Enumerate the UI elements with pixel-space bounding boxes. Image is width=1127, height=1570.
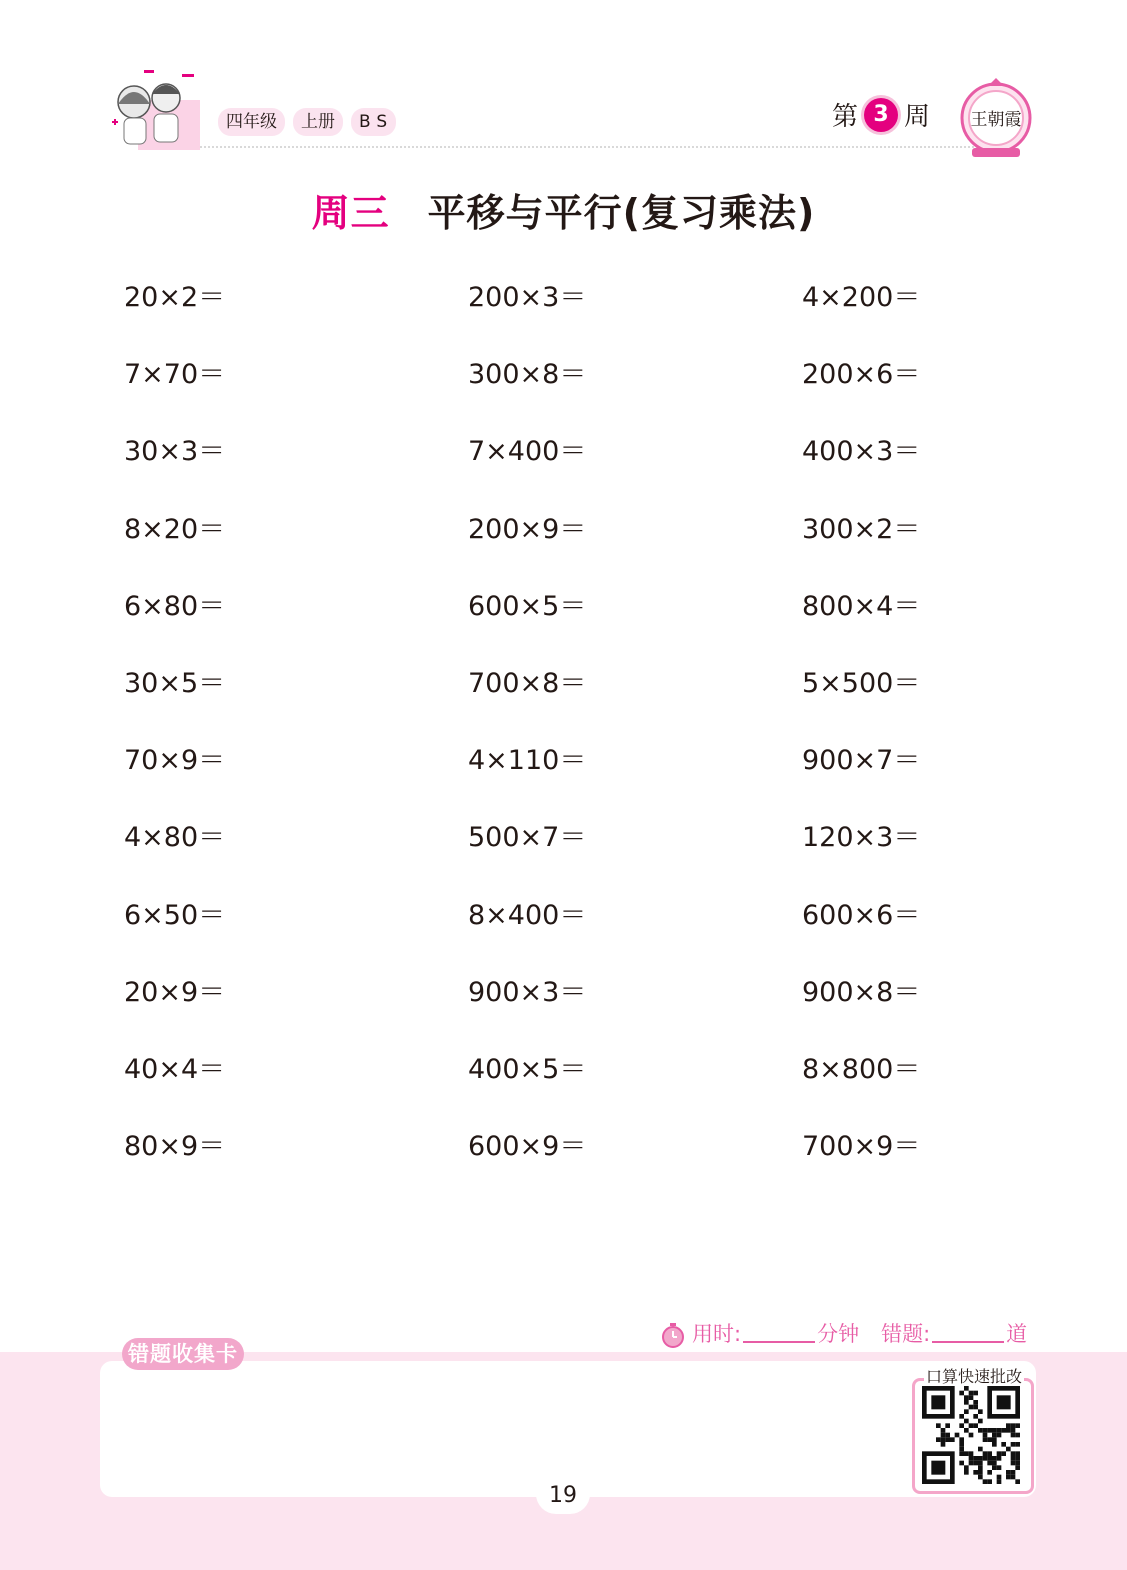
problem-item: 8×400＝	[468, 899, 587, 931]
week-indicator	[832, 96, 930, 133]
problem-item: 900×8＝	[802, 976, 921, 1008]
problem-item: 20×9＝	[124, 976, 226, 1008]
problem-item: 4×110＝	[468, 745, 587, 777]
brand-logo-icon	[958, 78, 1034, 160]
errors-unit: 道	[1006, 1322, 1028, 1346]
problem-item: 600×6＝	[802, 899, 921, 931]
problem-item: 70×9＝	[124, 745, 226, 777]
errors-blank[interactable]	[932, 1340, 1004, 1343]
problem-item: 40×4＝	[124, 1054, 226, 1085]
problem-item: 120×3＝	[802, 822, 921, 854]
time-blank[interactable]	[743, 1340, 815, 1343]
qr-label: 口算快速批改	[924, 1364, 1024, 1387]
problem-item: 200×3＝	[468, 282, 587, 313]
problem-item: 500×7＝	[468, 822, 587, 854]
stopwatch-icon	[660, 1322, 686, 1348]
problem-item: 8×20＝	[124, 513, 226, 545]
problem-item: 400×3＝	[802, 436, 921, 468]
problem-item: 6×50＝	[124, 899, 226, 931]
problem-item: 200×6＝	[802, 359, 921, 391]
errors-label: 错题:	[881, 1322, 931, 1346]
problem-item: 900×7＝	[802, 745, 921, 777]
time-label: 用时:	[692, 1322, 742, 1346]
page-header	[0, 0, 1127, 165]
error-collection-label: 错题收集卡	[122, 1338, 244, 1370]
problem-item: 30×3＝	[124, 436, 226, 468]
problem-item: 4×200＝	[802, 282, 921, 313]
problem-item: 800×4＝	[802, 590, 921, 622]
kids-illustration-icon	[104, 70, 206, 158]
time-and-errors-row	[660, 1318, 1027, 1348]
time-unit: 分钟	[817, 1322, 860, 1346]
problem-item: 30×5＝	[124, 668, 226, 699]
week-number-badge: 3	[864, 98, 898, 132]
grade-tag: 四年级	[218, 108, 285, 136]
problem-item: 5×500＝	[802, 668, 921, 699]
problem-item: 300×8＝	[468, 359, 587, 391]
problem-item: 200×9＝	[468, 513, 587, 545]
problem-item: 4×80＝	[124, 822, 226, 854]
problem-item: 7×400＝	[468, 436, 587, 468]
title-day: 周三	[311, 191, 390, 235]
problem-item: 900×3＝	[468, 976, 587, 1008]
problem-item: 80×9＝	[124, 1131, 226, 1163]
problem-item: 600×5＝	[468, 590, 587, 622]
page-number: 19	[536, 1474, 590, 1514]
header-divider	[200, 146, 990, 148]
problem-item: 700×8＝	[468, 668, 587, 699]
week-suffix: 周	[904, 102, 931, 132]
page-title	[0, 182, 1127, 237]
problem-item: 6×80＝	[124, 590, 226, 622]
problem-item: 8×800＝	[802, 1054, 921, 1085]
volume-tag: 上册	[293, 108, 343, 136]
title-topic: 平移与平行(复习乘法)	[427, 191, 816, 235]
grade-tags	[218, 108, 396, 136]
problem-item: 300×2＝	[802, 513, 921, 545]
problem-item: 700×9＝	[802, 1131, 921, 1163]
problem-item: 7×70＝	[124, 359, 226, 391]
edition-tag: BS	[351, 108, 396, 136]
problem-item: 600×9＝	[468, 1131, 587, 1163]
logo-text: 王朝霞	[970, 110, 1022, 130]
week-prefix: 第	[832, 102, 859, 132]
problem-item: 20×2＝	[124, 282, 226, 313]
problem-item: 400×5＝	[468, 1054, 587, 1085]
qr-code-icon[interactable]	[922, 1386, 1020, 1484]
